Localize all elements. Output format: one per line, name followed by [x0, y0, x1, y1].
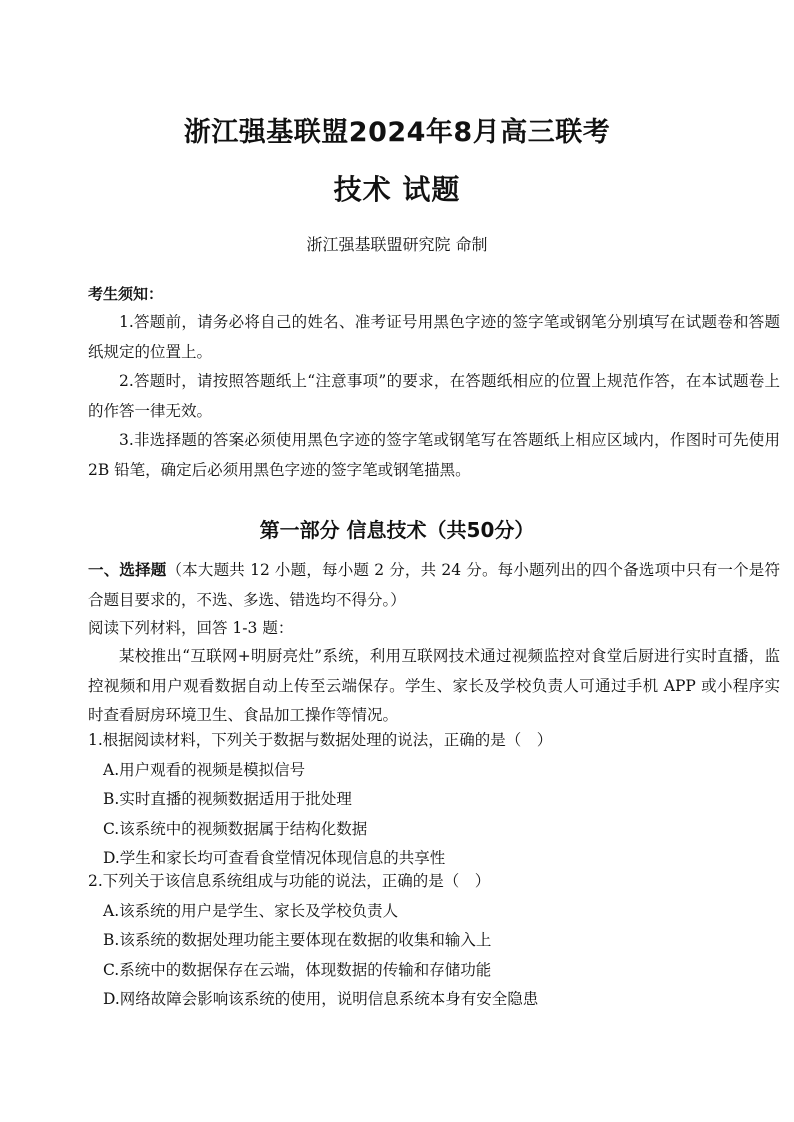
part-heading: 第一部分 信息技术（共50分）	[259, 518, 535, 542]
section-intro	[88, 556, 780, 615]
option-c: C.该系统中的视频数据属于结构化数据	[103, 819, 368, 838]
question-2	[88, 867, 780, 1015]
notice-list	[88, 308, 780, 485]
notice-item: 2.答题时，请按照答题纸上“注意事项”的要求，在答题纸相应的位置上规范作答，在本试题卷上的作答一律无效。	[88, 372, 780, 420]
reading-instruction: 阅读下列材料，回答 1-3 题：	[88, 619, 294, 637]
option-a: A.该系统的用户是学生、家长及学校负责人	[103, 901, 399, 920]
option-c: C.系统中的数据保存在云端，体现数据的传输和存储功能	[103, 960, 492, 979]
notice-item: 1.答题前，请务必将自己的姓名、准考证号用黑色字迹的签字笔或钢笔分别填写在试题卷和答题纸规定的位置上。	[88, 313, 780, 361]
question-1	[88, 726, 780, 874]
option-d: D.网络故障会影响该系统的使用，说明信息系统本身有安全隐患	[103, 990, 539, 1008]
question-stem: 1.根据阅读材料，下列关于数据与数据处理的说法，正确的是（ ）	[88, 731, 553, 749]
option-b: B.该系统的数据处理功能主要体现在数据的收集和输入上	[103, 931, 492, 949]
exam-subject-title: 技术 试题	[333, 173, 461, 206]
exam-title: 浙江强基联盟2024年8月高三联考	[183, 117, 611, 148]
publisher-line: 浙江强基联盟研究院 命制	[306, 235, 488, 254]
section-label: 一、选择题	[88, 561, 167, 579]
option-d: D.学生和家长均可查看食堂情况体现信息的共享性	[103, 849, 446, 867]
section-instructions: （本大题共 12 小题，每小题 2 分，共 24 分。每小题列出的四个备选项中只有一个是符合题目要求的，不选、多选、错选均不得分。）	[88, 561, 780, 609]
option-b: B.实时直播的视频数据适用于批处理	[103, 790, 352, 808]
notice-item: 3.非选择题的答案必须使用黑色字迹的签字笔或钢笔写在答题纸上相应区域内，作图时可先使用 2B 铅笔，确定后必须用黑色字迹的签字笔或钢笔描黑。	[88, 431, 780, 479]
option-a: A.用户观看的视频是模拟信号	[103, 760, 306, 779]
reading-passage: 某校推出“互联网+明厨亮灶”系统，利用互联网技术通过视频监控对食堂后厨进行实时直播，监控视频和用户观看数据自动上传至云端保存。学生、家长及学校负责人可通过手机 APP 或小程序实时查看厨房环境卫生、食品加工操作等情况。	[88, 647, 780, 724]
question-stem: 2.下列关于该信息系统组成与功能的说法，正确的是（ ）	[88, 872, 491, 890]
notice-heading: 考生须知：	[88, 285, 164, 303]
